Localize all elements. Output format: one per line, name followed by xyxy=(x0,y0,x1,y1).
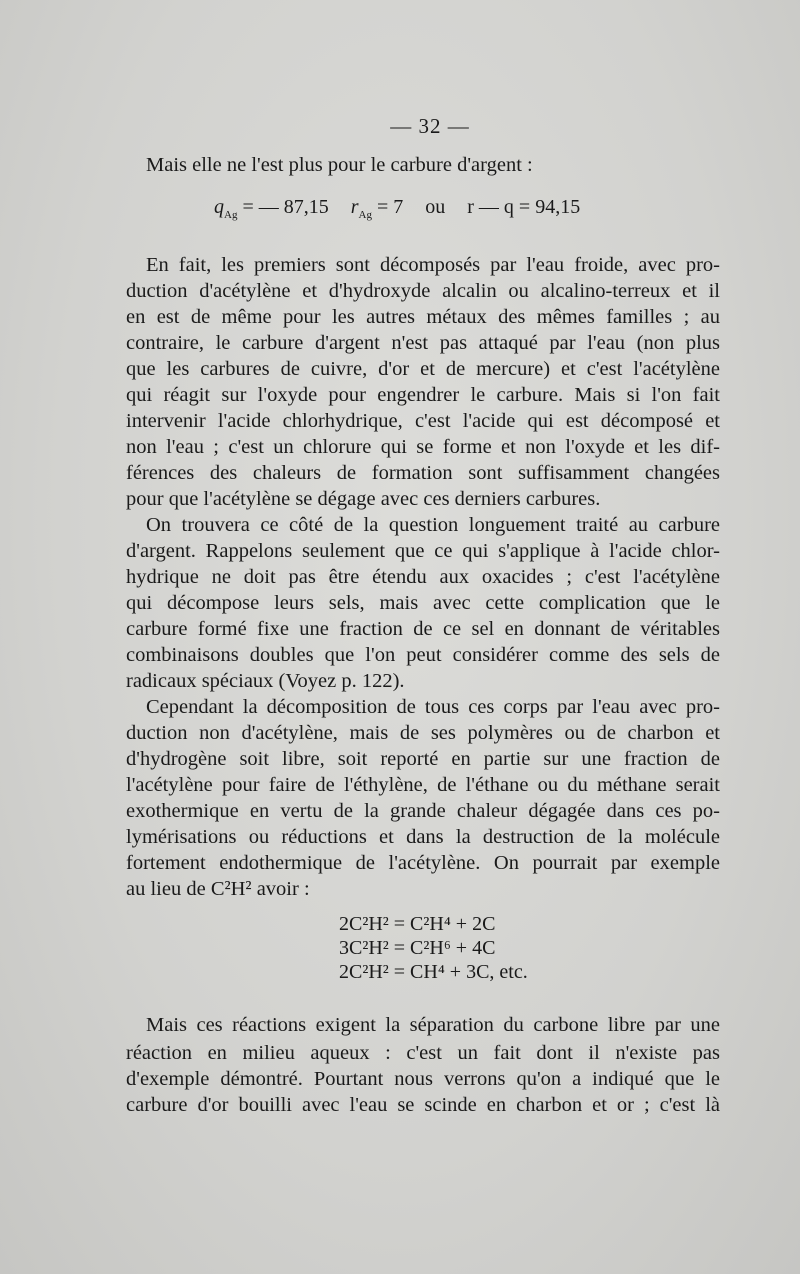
text-line: pour que l'acétylène se dégage avec ces derniers carbures. xyxy=(126,488,601,510)
text-line: qui décompose leurs sels, mais avec cette complication que le xyxy=(126,592,720,614)
text-line: carbure d'or bouilli avec l'eau se scinde en charbon et or ; c'est là xyxy=(126,1094,720,1116)
text-line: Mais ces réactions exigent la séparation du carbone libre par une xyxy=(146,1014,720,1036)
text-line: lymérisations ou réductions et dans la destruction de la molécule xyxy=(126,826,720,848)
text-line: radicaux spéciaux (Voyez p. 122). xyxy=(126,670,405,692)
text-line: non l'eau ; c'est un chlorure qui se forme et non l'oxyde et les dif- xyxy=(126,436,720,458)
text-line: combinaisons doubles que l'on peut considérer comme des sels de xyxy=(126,644,720,666)
text-line: intervenir l'acide chlorhydrique, c'est l'acide qui est décomposé et xyxy=(126,410,720,432)
page-number: — 32 — xyxy=(390,114,470,138)
text-line: Cependant la décomposition de tous ces corps par l'eau avec pro- xyxy=(146,696,720,718)
text-line: férences des chaleurs de formation sont suffisamment changées xyxy=(126,462,720,484)
text-line: que les carbures de cuivre, d'or et de mercure) et c'est l'acétylène xyxy=(126,358,720,380)
text-line: duction non d'acétylène, mais de ses polymères ou de charbon et xyxy=(126,722,720,744)
text-line: d'hydrogène soit libre, soit reporté en partie sur une fraction de xyxy=(126,748,720,770)
heat-formula xyxy=(214,196,634,221)
text-line: en est de même pour les autres métaux des mêmes familles ; au xyxy=(126,306,720,328)
equation: 3C²H² = C²H⁶ + 4C xyxy=(339,937,496,959)
text-line: En fait, les premiers sont décomposés par l'eau froide, avec pro- xyxy=(146,254,720,276)
text-line: d'exemple démontré. Pourtant nous verrons qu'on a indiqué que le xyxy=(126,1068,720,1090)
formula-q: $q_{Ag}$ = — 87,15 xyxy=(214,196,329,221)
text-line: d'argent. Rappelons seulement que ce qui s'applique à l'acide chlor- xyxy=(126,540,720,562)
formula-ou: ou xyxy=(425,196,446,218)
formula-r: $r_{Ag} = 7$ xyxy=(350,196,404,221)
text-line: qui réagit sur l'oxyde pour engendrer le carbure. Mais si l'on fait xyxy=(126,384,720,406)
text-line: exothermique en vertu de la grande chaleur dégagée dans ces po- xyxy=(126,800,720,822)
text-line: au lieu de C²H² avoir : xyxy=(126,878,310,900)
text-line: réaction en milieu aqueux : c'est un fait dont il n'existe pas xyxy=(126,1042,720,1064)
text-line: l'acétylène pour faire de l'éthylène, de l'éthane ou du méthane serait xyxy=(126,774,720,796)
formula-diff: r — q = 94,15 xyxy=(467,196,581,218)
text-line: contraire, le carbure d'argent n'est pas attaqué par l'eau (non plus xyxy=(126,332,720,354)
text-line: duction d'acétylène et d'hydroxyde alcalin ou alcalino-terreux et il xyxy=(126,280,720,302)
text-line: hydrique ne doit pas être étendu aux oxacides ; c'est l'acétylène xyxy=(126,566,720,588)
equation: 2C²H² = CH⁴ + 3C, etc. xyxy=(339,961,528,983)
text-line: carbure formé fixe une fraction de ce sel en donnant de véritables xyxy=(126,618,720,640)
text-line: fortement endothermique de l'acétylène. On pourrait par exemple xyxy=(126,852,720,874)
equation: 2C²H² = C²H⁴ + 2C xyxy=(339,913,496,935)
intro-line: Mais elle ne l'est plus pour le carbure d'argent : xyxy=(146,154,533,176)
text-line: On trouvera ce côté de la question longuement traité au carbure xyxy=(146,514,720,536)
